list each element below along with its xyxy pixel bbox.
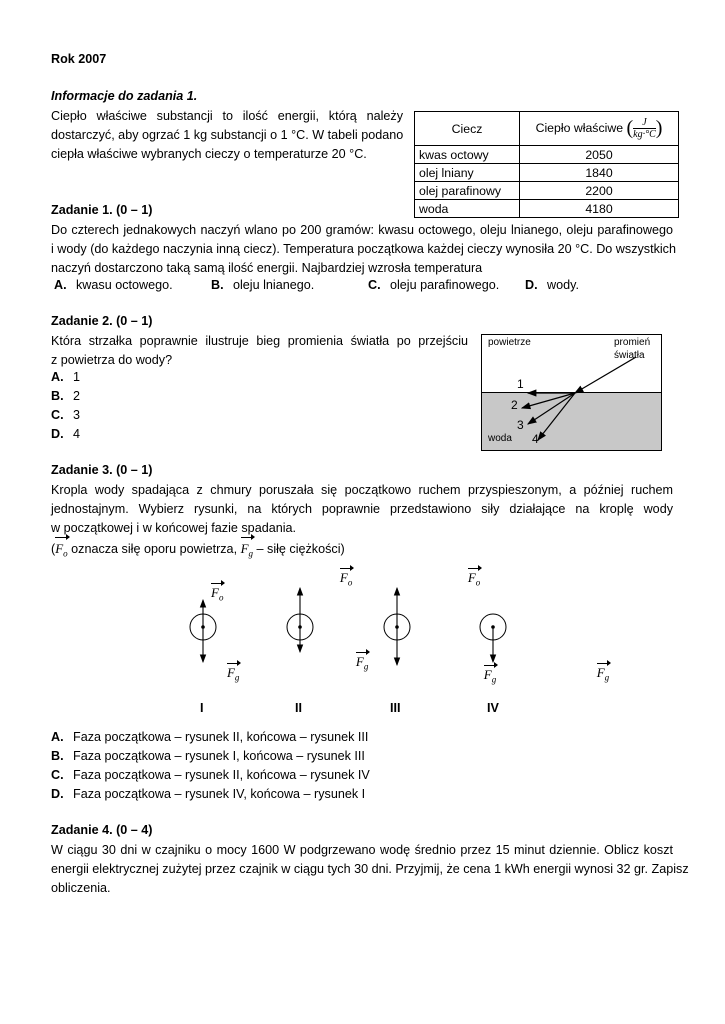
option-text: oleju parafinowego. (390, 278, 500, 292)
table-header-liquid: Ciecz (415, 112, 520, 146)
option-text: 4 (73, 427, 81, 441)
q1-title: Zadanie 1. (0 – 1) (51, 203, 153, 217)
cell-liquid: olej parafinowy (415, 182, 520, 200)
figure-label-iii: III (390, 701, 401, 715)
figure-label-iv: IV (487, 701, 499, 715)
q1-line: naczyń dostarczono taką samą ilość energii. Najbardziej wzrosła temperatura (51, 261, 483, 275)
cell-liquid: kwas octowy (415, 146, 520, 164)
fig2-fg-label: $F_g$ (355, 654, 369, 672)
q1-line: i wody (do każdego naczynia inną ciecz). Temperatura początkowa każdej cieczy wynosiła 20 °C. Do wszystkich (51, 242, 676, 256)
q1-option-d[interactable] (525, 278, 579, 292)
cell-value: 1840 (520, 164, 679, 182)
q3-option-b[interactable] (51, 747, 370, 766)
option-text: 2 (73, 389, 81, 403)
q2-option-a[interactable] (51, 368, 80, 387)
q3-option-a[interactable] (51, 728, 370, 747)
q3-options (51, 728, 370, 804)
q3-option-c[interactable] (51, 766, 370, 785)
q1-option-c[interactable] (368, 278, 499, 292)
q2-option-d[interactable] (51, 425, 80, 444)
option-letter: C. (368, 278, 381, 292)
option-letter: D. (51, 427, 64, 441)
q4-line: energii elektrycznej zużytej przez czajnik w ciągu tych 30 dni. Przyjmij, że cena 1 kWh energii wynosi 32 gr. Zapisz (51, 862, 689, 876)
option-letter: C. (51, 408, 64, 422)
table-header-heat: Ciepło właściwe ( $\frac{J}{kg\cdot^\circ C}$ ) (520, 112, 679, 146)
q3-title: Zadanie 3. (0 – 1) (51, 463, 153, 477)
fig1-fo-label: $F_o$ (211, 585, 224, 603)
q1-option-b[interactable] (211, 278, 314, 292)
q4-line: obliczenia. (51, 881, 111, 895)
option-text: Faza początkowa – rysunek IV, końcowa – rysunek I (73, 787, 366, 801)
option-text: Faza początkowa – rysunek II, końcowa – rysunek IV (73, 768, 370, 782)
q1-text (51, 221, 676, 278)
q3-force-note (51, 539, 345, 564)
option-letter: A. (51, 370, 64, 384)
q3-option-d[interactable] (51, 785, 370, 804)
q4-title: Zadanie 4. (0 – 4) (51, 823, 153, 837)
option-letter: B. (211, 278, 224, 292)
option-text: Faza początkowa – rysunek II, końcowa – rysunek III (73, 730, 369, 744)
option-text: oleju lnianego. (233, 278, 315, 292)
arrow-4 (538, 393, 575, 440)
q1-line: Do czterech jednakowych naczyń wlano po 200 gramów: kwasu octowego, oleju lnianego, oleju parafinowego (51, 223, 673, 237)
figure-i-drop (190, 600, 216, 662)
figure-iv-drop (480, 614, 506, 662)
ray-label-1: promień (614, 337, 651, 348)
option-letter: B. (51, 389, 64, 403)
q3-text (51, 481, 673, 538)
option-text: 1 (73, 370, 81, 384)
arrow-label-2: 2 (511, 398, 518, 412)
q3-line: Kropla wody spadająca z chmury poruszała się początkowo ruchem przyspieszonym, a później ruchem (51, 483, 673, 497)
info-line: Ciepło właściwe substancji to ilość energii, którą należy (51, 109, 403, 123)
refraction-diagram (481, 334, 662, 451)
q2-options (51, 368, 80, 444)
year-heading: Rok 2007 (51, 52, 107, 66)
cell-value: 2200 (520, 182, 679, 200)
arrow-label-3: 3 (517, 418, 524, 432)
air-label: powietrze (488, 337, 531, 348)
q3-line: w początkowej i w końcowej fazie spadania. (51, 521, 297, 535)
arrow-2 (522, 393, 575, 408)
table-header-heat-label: Ciepło właściwe (535, 120, 624, 135)
cell-liquid: olej lniany (415, 164, 520, 182)
option-letter: B. (51, 749, 64, 763)
q2-title: Zadanie 2. (0 – 1) (51, 314, 153, 328)
water-label: woda (488, 433, 512, 444)
option-text: wody. (547, 278, 579, 292)
arrow-3 (528, 393, 575, 424)
table-row (415, 182, 679, 200)
info-line: ciepła właściwe wybranych cieczy o temperaturze 20 °C. (51, 147, 367, 161)
option-letter: D. (51, 787, 64, 801)
info-text (51, 107, 403, 164)
cell-value: 2050 (520, 146, 679, 164)
q2-line: z powietrza do wody? (51, 353, 173, 367)
table-row (415, 200, 679, 218)
option-text: 3 (73, 408, 81, 422)
cell-value: 4180 (520, 200, 679, 218)
unit-numerator: J (633, 117, 656, 129)
note-end: – siłę ciężkości) (253, 542, 345, 556)
q2-line: Która strzałka poprawnie ilustruje bieg promienia światła po przejściu (51, 334, 468, 348)
specific-heat-table (414, 111, 679, 218)
table-row (415, 164, 679, 182)
option-letter: A. (54, 278, 67, 292)
fo-symbol: $F_o$ (55, 539, 67, 564)
arrow-label-1: 1 (517, 377, 524, 391)
note-mid: oznacza siłę oporu powietrza, (67, 542, 241, 556)
fig4-fg-label: $F_g$ (596, 665, 610, 683)
option-text: kwasu octowego. (76, 278, 173, 292)
option-letter: D. (525, 278, 538, 292)
fig2-fo-label: $F_o$ (339, 570, 353, 588)
figure-ii-drop (287, 588, 313, 652)
fig3-fo-label: $F_o$ (467, 570, 481, 588)
incident-ray (575, 357, 636, 393)
q2-option-c[interactable] (51, 406, 80, 425)
figure-iii-drop (384, 588, 410, 665)
option-letter: A. (51, 730, 64, 744)
q2-option-b[interactable] (51, 387, 80, 406)
table-row (415, 146, 679, 164)
q4-text (51, 841, 689, 898)
figure-label-i: I (200, 701, 204, 715)
ray-label-2: światła (614, 350, 645, 361)
q3-line: jednostajnym. Wybierz rysunki, na których poprawnie przedstawiono siły działające na kroplę wody (51, 502, 673, 516)
arrow-label-4: 4 (532, 432, 539, 446)
option-text: Faza początkowa – rysunek I, końcowa – rysunek III (73, 749, 365, 763)
q2-text (51, 332, 468, 370)
q4-line: W ciągu 30 dni w czajniku o mocy 1600 W podgrzewano wodę średnio przez 15 minut dziennie. Oblicz koszt (51, 843, 673, 857)
cell-liquid: woda (415, 200, 520, 218)
fig1-fg-label: $F_g$ (226, 665, 240, 683)
unit-denominator: kg·°C (633, 129, 656, 140)
option-letter: C. (51, 768, 64, 782)
fg-symbol: $F_g$ (241, 539, 253, 564)
q1-option-a[interactable] (54, 278, 173, 292)
info-line: dostarczyć, aby ogrzać 1 kg substancji o 1 °C. W tabeli podano (51, 128, 404, 142)
figure-label-ii: II (295, 701, 302, 715)
fig3-fg-label: $F_g$ (483, 667, 497, 685)
info-heading: Informacje do zadania 1. (51, 89, 198, 103)
note-open: ( (51, 542, 56, 556)
